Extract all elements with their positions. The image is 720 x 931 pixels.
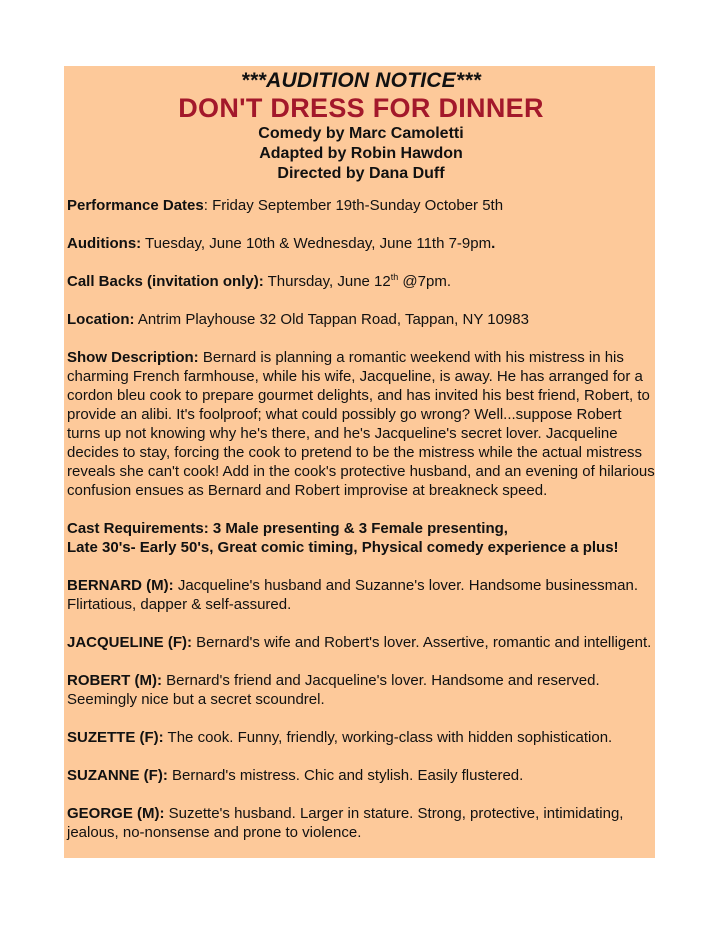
character-name: BERNARD (M): (67, 577, 174, 594)
playwright-credit: Comedy by Marc Camoletti (258, 125, 464, 142)
show-description (67, 348, 655, 500)
director-credit: Directed by Dana Duff (277, 165, 445, 182)
character-bernard (67, 576, 655, 614)
character-description: Bernard's mistress. Chic and stylish. Easily flustered. (167, 767, 524, 784)
character-description: Suzette's husband. Larger in stature. Strong, protective, intimidating, jealous, no-nonsense and prone to violence. (67, 805, 624, 841)
show-description-label: Show Description: (67, 349, 199, 366)
flyer-header (67, 68, 655, 184)
character-name: JACQUELINE (F): (67, 634, 192, 651)
performance-dates (67, 196, 655, 215)
flyer-body (67, 196, 655, 842)
performance-dates-value: : Friday September 19th-Sunday October 5th (203, 197, 504, 214)
character-george (67, 804, 655, 842)
cast-requirements-line2: Late 30's- Early 50's, Great comic timing, Physical comedy experience a plus! (67, 539, 619, 556)
callbacks-time: @7pm. (398, 273, 451, 290)
auditions-period: . (491, 235, 496, 252)
callbacks-label: Call Backs (invitation only): (67, 273, 264, 290)
callbacks (67, 272, 655, 291)
character-description: Bernard's friend and Jacqueline's lover. Handsome and reserved. Seemingly nice but a secret scoundrel. (67, 672, 600, 708)
character-suzette (67, 728, 655, 747)
audition-notice-heading: ***AUDITION NOTICE*** (241, 69, 481, 92)
show-description-text: Bernard is planning a romantic weekend with his mistress in his charming French farmhouse, while his wife, Jacqueline, is away. He has arranged for a cordon bleu cook to prepare gourmet delights, and has invited his best friend, Robert, to provide an alibi. It's foolproof; what could possibly go wrong? Well...suppose Robert turns up not knowing why he's there, and he's Jacqueline's secret lover. Jacqueline decides to stay, forcing the cook to pretend to be the mistress while the actual mistress reveals she can't cook! Add in the cook's protective husband, and an evening of hilarious confusion ensues as Bernard and Robert improvise at breakneck speed. (67, 349, 655, 499)
cast-requirements-line1: Cast Requirements: 3 Male presenting & 3 Female presenting, (67, 520, 508, 537)
character-name: SUZANNE (F): (67, 767, 168, 784)
character-description: Jacqueline's husband and Suzanne's lover. Handsome businessman. Flirtatious, dapper & self-assured. (67, 577, 639, 613)
auditions-value: Tuesday, June 10th & Wednesday, June 11th 7-9pm (141, 235, 492, 252)
performance-dates-label: Performance Dates (67, 197, 204, 214)
character-jacqueline (67, 633, 655, 652)
character-robert (67, 671, 655, 709)
character-description: The cook. Funny, friendly, working-class with hidden sophistication. (163, 729, 613, 746)
character-suzanne (67, 766, 655, 785)
location-label: Location: (67, 311, 135, 328)
adapter-credit: Adapted by Robin Hawdon (259, 145, 463, 162)
cast-requirements (67, 519, 655, 557)
callbacks-ordinal: th (390, 272, 399, 282)
callbacks-value: Thursday, June 12 (263, 273, 391, 290)
location (67, 310, 655, 329)
location-value: Antrim Playhouse 32 Old Tappan Road, Tappan, NY 10983 (134, 311, 529, 328)
character-name: SUZETTE (F): (67, 729, 164, 746)
character-name: GEORGE (M): (67, 805, 165, 822)
character-description: Bernard's wife and Robert's lover. Assertive, romantic and intelligent. (192, 634, 652, 651)
auditions (67, 234, 655, 253)
play-title: DON'T DRESS FOR DINNER (178, 93, 544, 123)
audition-flyer (64, 66, 655, 858)
character-name: ROBERT (M): (67, 672, 162, 689)
auditions-label: Auditions: (67, 235, 142, 252)
